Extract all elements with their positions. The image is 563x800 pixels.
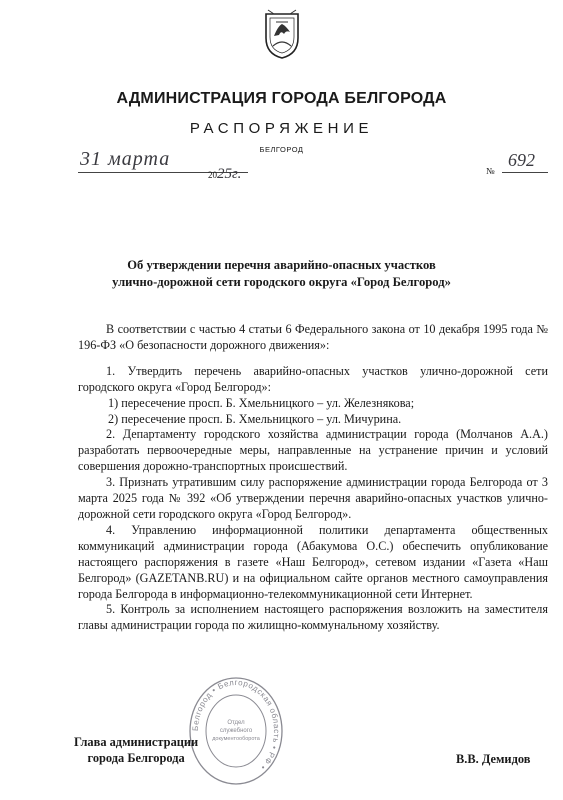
year-handwritten: 25г. bbox=[217, 166, 242, 182]
signatory-position-line-2: города Белгорода bbox=[87, 751, 185, 765]
handwritten-date: 31 марта bbox=[80, 148, 171, 170]
signatory-name: В.В. Демидов bbox=[456, 752, 531, 766]
date-year bbox=[208, 166, 241, 183]
stamp-center-line-1: Отдел bbox=[227, 720, 245, 726]
stamp-ring-text: Белгород • Белгородская область • РФ • bbox=[190, 677, 282, 772]
paragraph-1-item-2: 2) пересечение просп. Б. Хмельницкого – ул. Мичурина. bbox=[108, 411, 402, 426]
paragraph-1: 1. Утвердить перечень аварийно-опасных участков улично-дорожной сети городского округа «Город Белгород»: bbox=[78, 363, 548, 394]
title-line-1: Об утверждении перечня аварийно-опасных участков bbox=[127, 258, 436, 272]
year-prefix: 20 bbox=[208, 170, 217, 180]
official-stamp bbox=[188, 676, 284, 786]
coat-of-arms-icon bbox=[264, 8, 300, 60]
document-title bbox=[60, 257, 503, 291]
title-line-2: улично-дорожной сети городского округа «Город Белгород» bbox=[112, 275, 451, 289]
signatory-position-line-1: Глава администрации bbox=[74, 735, 199, 749]
document-body bbox=[78, 322, 548, 634]
paragraph-2: 2. Департаменту городского хозяйства администрации города (Молчанов А.А.) разработать первоочередные меры, направленные на устранение причин и условий совершения дорожно-транспортных происшествий. bbox=[78, 427, 548, 474]
number-underline bbox=[502, 172, 548, 173]
number-label: № bbox=[486, 166, 495, 176]
stamp-center-line-3: документооборота bbox=[212, 736, 260, 742]
signatory-position bbox=[74, 734, 198, 766]
city-label: БЕЛГОРОД bbox=[259, 145, 304, 154]
paragraph-1-item-1: 1) пересечение просп. Б. Хмельницкого – ул. Железнякова; bbox=[108, 395, 415, 410]
paragraph-4: 4. Управлению информационной политики департамента общественных коммуникаций администрации города (Абакумова О.С.) обеспечить опубликование настоящего распоряжения в газете «Наш Белгород», сетевом издании «Газета «Наш Белгород» (GAZETANB.RU) и на официальном сайте органов местного самоуправления города Белгорода в информационно-телекоммуникационной сети Интернет. bbox=[78, 522, 548, 601]
paragraph-3: 3. Признать утратившим силу распоряжение администрации города Белгорода от 3 марта 2025 года № 392 «Об утверждении перечня аварийно-опасных участков улично-дорожной сети городского округа «Город Белгород». bbox=[78, 475, 548, 521]
organization-name: АДМИНИСТРАЦИЯ ГОРОДА БЕЛГОРОДА bbox=[116, 90, 447, 107]
handwritten-number: 692 bbox=[508, 150, 535, 170]
preamble-paragraph: В соответствии с частью 4 статьи 6 Федерального закона от 10 декабря 1995 года № 196-ФЗ «О безопасности дорожного движения»: bbox=[78, 322, 548, 352]
document-type: РАСПОРЯЖЕНИЕ bbox=[189, 120, 374, 137]
stamp-center-line-2: служебного bbox=[219, 728, 253, 734]
paragraph-5: 5. Контроль за исполнением настоящего распоряжения возложить на заместителя главы администрации города по жилищно-коммунальному хозяйству. bbox=[78, 602, 548, 633]
